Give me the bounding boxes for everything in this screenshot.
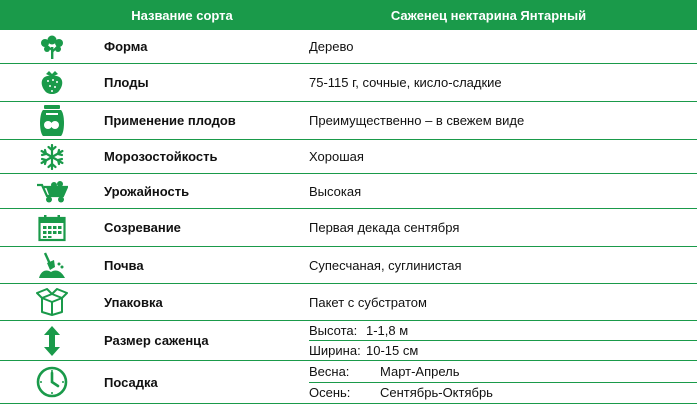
row-value-frost-resistance: Хорошая — [309, 149, 364, 164]
planting-autumn — [309, 382, 697, 404]
row-label-frost-resistance: Морозостойкость — [104, 149, 218, 164]
table-row — [0, 321, 697, 361]
row-value-planting — [309, 361, 697, 403]
row-label-seedling-size: Размер саженца — [104, 333, 209, 348]
size-width-value: 10-15 см — [366, 343, 419, 358]
size-height-key: Высота: — [309, 323, 358, 338]
planting-spring — [309, 361, 697, 382]
row-label-packaging: Упаковка — [104, 294, 163, 310]
row-label-fruits: Плоды — [104, 75, 149, 90]
row-value-fruits: 75-115 г, сочные, кисло-сладкие — [309, 75, 502, 90]
jam-jar-icon — [0, 104, 104, 138]
table-row — [0, 102, 697, 140]
planting-spring-value: Март-Апрель — [380, 363, 460, 379]
strawberry-icon — [0, 68, 104, 98]
row-value-ripening: Первая декада сентября — [309, 220, 460, 235]
header-col-variety: Саженец нектарина Янтарный — [390, 7, 587, 23]
calendar-icon — [0, 214, 104, 242]
row-label-soil: Почва — [104, 257, 144, 273]
row-label-ripening: Созревание — [104, 220, 181, 235]
row-label-yield: Урожайность — [104, 183, 190, 199]
size-height-value: 1-1,8 м — [366, 323, 409, 338]
row-value-seedling-size — [309, 321, 697, 360]
planting-autumn-key: Осень: — [309, 385, 351, 401]
clock-icon — [0, 366, 104, 398]
row-value-packaging: Пакет с субстратом — [309, 294, 427, 310]
header-col-name: Название сорта — [131, 7, 233, 23]
vertical-arrows-icon — [0, 325, 104, 357]
table-row — [0, 361, 697, 404]
size-width-key: Ширина: — [309, 343, 361, 358]
table-row — [0, 30, 697, 64]
row-label-fruit-usage: Применение плодов — [104, 113, 236, 128]
planting-spring-key: Весна: — [309, 363, 350, 379]
shovel-soil-icon — [0, 251, 104, 279]
table-header — [0, 0, 697, 30]
row-label-planting: Посадка — [104, 374, 158, 390]
tree-icon — [0, 34, 104, 60]
row-value-form: Дерево — [309, 39, 354, 54]
table-row — [0, 174, 697, 209]
row-value-fruit-usage: Преимущественно – в свежем виде — [309, 113, 525, 128]
snowflake-icon — [0, 144, 104, 170]
size-height — [309, 321, 697, 340]
box-icon — [0, 288, 104, 316]
table-row — [0, 284, 697, 321]
planting-autumn-value: Сентябрь-Октябрь — [380, 385, 493, 401]
table-row — [0, 247, 697, 284]
row-value-yield: Высокая — [309, 183, 362, 199]
wheelbarrow-icon — [0, 179, 104, 203]
table-row — [0, 140, 697, 174]
table-row — [0, 209, 697, 247]
row-value-soil: Супесчаная, суглинистая — [309, 257, 462, 273]
row-label-form: Форма — [104, 39, 148, 54]
table-row — [0, 64, 697, 102]
size-width — [309, 340, 697, 360]
